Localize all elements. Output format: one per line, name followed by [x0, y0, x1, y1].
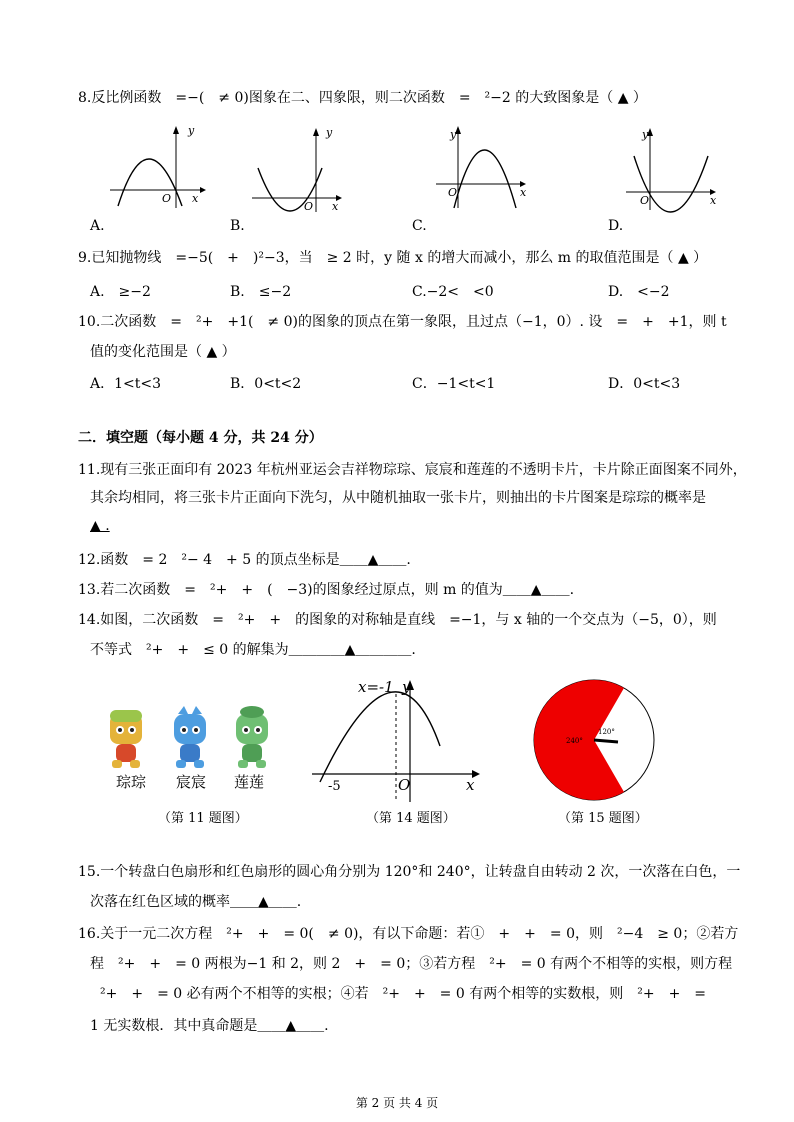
q9-option-b: B. ≤−2 [230, 284, 292, 300]
mascot-label-chenchen: 宸宸 [176, 773, 207, 791]
q14-line1: 14.如图，二次函数 = ²+ + 的图象的对称轴是直线 =−1，与 x 轴的一个交点为（−5，0），则 [78, 612, 717, 628]
section-fill-in-title: 二．填空题（每小题 4 分，共 24 分） [78, 430, 323, 446]
q11-line2: 其余均相同，将三张卡片正面向下洗匀，从中随机抽取一张卡片，则抽出的卡片图案是琮琮的概率是 [90, 490, 706, 506]
q10-option-c: C．−1<t<1 [412, 376, 496, 392]
q8-graph-a [108, 122, 208, 212]
q8-graph-b [250, 124, 350, 214]
q11-line1: 11.现有三张正面印有 2023 年杭州亚运会吉祥物琮琮、宸宸和莲莲的不透明卡片，卡片除正面图案不同外， [78, 462, 747, 478]
q10-option-b: B．0<t<2 [230, 376, 302, 392]
q9-option-a: A. ≥−2 [90, 284, 151, 300]
q10-line2: 值的变化范围是（ ▲ ） [90, 344, 236, 360]
caption-fig11: （第 11 题图） [158, 811, 248, 826]
mascot-figure [104, 706, 284, 772]
mascot-label-congcong: 琮琮 [116, 773, 147, 791]
q8b-y-label: y [326, 126, 333, 139]
page-footer: 第 2 页 共 4 页 [355, 1096, 439, 1110]
fig14-axis-of-symmetry: x=-1 [358, 678, 394, 696]
q16-line2: 程 ²+ + = 0 两根为−1 和 2，则 2 + = 0；③若方程 ²+ = 0 有两个不相等的实根，则方程 [90, 956, 733, 972]
q8c-y-label: y [450, 128, 457, 141]
q8-option-b: B. [230, 218, 245, 234]
q10-line1: 10.二次函数 = ²+ +1( ≠ 0)的图象的顶点在第一象限，且过点（−1，0）. 设 = + +1，则 t [78, 314, 727, 330]
q11-line3: ▲ . [90, 518, 110, 534]
q8-option-a: A. [90, 218, 105, 234]
fig14-y-label: y [402, 678, 411, 696]
fig14-x-label: x [466, 776, 475, 794]
q8a-y-label: y [188, 124, 195, 137]
q8c-x-label: x [520, 186, 527, 199]
q8-graph-c [432, 122, 532, 212]
q8a-x-label: x [192, 192, 199, 205]
fig14-origin: O [398, 776, 411, 794]
q8d-x-label: x [710, 194, 717, 207]
q15-line1: 15.一个转盘白色扇形和红色扇形的圆心角分别为 120°和 240°，让转盘自由转动 2 次，一次落在白色，一 [78, 864, 741, 880]
caption-fig14: （第 14 题图） [366, 811, 456, 826]
mascot-congcong-icon [110, 710, 142, 768]
q8c-origin: O [448, 186, 458, 199]
q8-option-c: C. [412, 218, 427, 234]
q8a-origin: O [162, 192, 172, 205]
q9-option-d: D. <−2 [608, 284, 670, 300]
q14-line2: 不等式 ²+ + ≤ 0 的解集为＿＿＿＿▲＿＿＿＿. [90, 642, 416, 658]
q8-graph-d [622, 124, 722, 214]
figure-15-spinner [530, 676, 660, 806]
mascot-lianlian-icon [236, 706, 268, 768]
q8b-origin: O [304, 200, 314, 213]
q9-stem: 9.已知抛物线 =−5( + )²−3，当 ≥ 2 时，y 随 x 的增大而减小，那么 m 的取值范围是（ ▲ ） [78, 250, 708, 266]
q16-line3: ²+ + = 0 必有两个不相等的实根；④若 ²+ + = 0 有两个相等的实数根，则 ²+ + = [100, 986, 707, 1002]
mascot-label-lianlian: 莲莲 [234, 773, 265, 791]
figure-14-graph [306, 672, 486, 806]
q16-line4: 1 无实数根．其中真命题是＿＿▲＿＿. [90, 1018, 329, 1034]
q9-option-c: C.−2< <0 [412, 284, 494, 300]
angle-120-label: 120° [598, 728, 615, 736]
caption-fig15: （第 15 题图） [558, 811, 648, 826]
q13-line: 13.若二次函数 = ²+ + ( −3)的图象经过原点，则 m 的值为＿＿▲＿＿. [78, 582, 575, 598]
mascot-chenchen-icon [174, 706, 206, 768]
q16-line1: 16.关于一元二次方程 ²+ + = 0( ≠ 0)，有以下命题：若① + + = 0，则 ²−4 ≥ 0；②若方 [78, 926, 739, 942]
q8-option-d: D. [608, 218, 624, 234]
q8d-y-label: y [642, 128, 649, 141]
q10-option-a: A．1<t<3 [90, 376, 162, 392]
q8b-x-label: x [332, 200, 339, 213]
fig14-neg5-label: -5 [328, 779, 341, 794]
angle-240-label: 240° [566, 737, 583, 745]
q10-option-d: D．0<t<3 [608, 376, 681, 392]
q8d-origin: O [640, 194, 650, 207]
q15-line2: 次落在红色区域的概率＿＿▲＿＿. [90, 894, 302, 910]
q12-line: 12.函数 = 2 ²− 4 + 5 的顶点坐标是＿＿▲＿＿. [78, 552, 411, 568]
q8-stem: 8.反比例函数 =−( ≠ 0)图象在二、四象限，则二次函数 = ²−2 的大致图象是（ ▲ ） [78, 90, 647, 106]
